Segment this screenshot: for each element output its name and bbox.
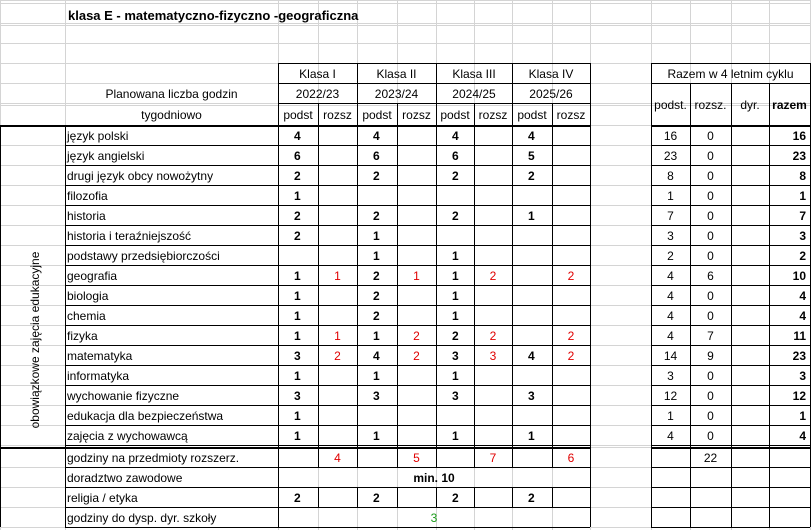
hours-podst: 4 <box>294 129 301 143</box>
hours-podst: 2 <box>373 209 380 223</box>
hours-podst: 1 <box>294 409 301 423</box>
total-razem: 3 <box>799 229 806 243</box>
hours-podst: 1 <box>373 429 380 443</box>
total-cell: 0 <box>707 369 714 383</box>
hours-podst: 1 <box>294 309 301 323</box>
hours-podst: 2 <box>452 209 459 223</box>
total-razem-header: razem <box>772 98 807 112</box>
hours-podst: 2 <box>294 169 301 183</box>
hours-podst: 4 <box>373 129 380 143</box>
border-line <box>690 447 691 527</box>
subject-name: biologia <box>67 289 109 303</box>
total-razem: 23 <box>792 149 806 163</box>
hours-podst: 4 <box>452 129 459 143</box>
hours-podst: 4 <box>528 349 535 363</box>
total-cell: 0 <box>707 389 714 403</box>
total-razem: 4 <box>799 429 806 443</box>
hours-podst: 6 <box>294 149 301 163</box>
subject-name: historia i teraźniejszość <box>67 229 192 243</box>
subject-name: język polski <box>67 129 129 143</box>
border-line <box>512 487 513 507</box>
hours-podst: 1 <box>294 269 301 283</box>
total-cell: 0 <box>707 129 714 143</box>
hours-podst: 4 <box>373 349 380 363</box>
subject-name: matematyka <box>67 349 133 363</box>
subject-name: zajęcia z wychowawcą <box>67 429 188 443</box>
hours-podst: 2 <box>373 269 380 283</box>
subject-name: historia <box>67 209 106 223</box>
class-header-1: Klasa I <box>299 67 336 81</box>
border-line <box>651 63 810 64</box>
hours-podst: 2 <box>528 169 535 183</box>
hours-rozsz: 6 <box>567 451 575 465</box>
total-podst-header: podst. <box>654 98 687 112</box>
class-years-4: 2025/26 <box>529 87 573 101</box>
sub-header-rozsz: rozsz <box>556 108 586 122</box>
border-line <box>651 205 810 206</box>
hours-rozsz: 1 <box>413 269 420 283</box>
border-line <box>278 487 279 507</box>
total-razem: 1 <box>799 189 806 203</box>
sub-header-podst: podst <box>362 108 392 122</box>
hours-rozsz: 1 <box>334 269 341 283</box>
border-line <box>651 185 810 186</box>
extra-row-name: religia / etyka <box>67 491 138 505</box>
border-line <box>357 447 358 467</box>
hours-podst: 2 <box>294 229 301 243</box>
total-cell: 23 <box>663 149 678 163</box>
border-line <box>651 265 810 266</box>
hours-rozsz: 1 <box>334 329 341 343</box>
hours-podst: 1 <box>294 329 301 343</box>
hours-podst: 2 <box>452 169 459 183</box>
hours-podst: 3 <box>294 349 301 363</box>
hours-podst: 1 <box>452 309 459 323</box>
total-cell: 9 <box>707 349 714 363</box>
hours-rozsz: 2 <box>334 349 341 363</box>
total-cell: 7 <box>667 209 674 223</box>
subject-name: fizyka <box>67 329 98 343</box>
total-cell: 0 <box>707 209 714 223</box>
hours-rozsz: 2 <box>489 269 497 283</box>
subject-name: wychowanie fizyczne <box>67 389 180 403</box>
border-line <box>65 185 590 186</box>
border-line <box>65 325 590 326</box>
total-razem: 7 <box>799 209 806 223</box>
grid-line <box>0 23 811 24</box>
border-line <box>278 83 590 84</box>
border-line <box>590 467 591 487</box>
hours-podst: 2 <box>373 309 380 323</box>
border-line <box>0 125 1 527</box>
total-razem: 23 <box>792 349 806 363</box>
grid-line <box>0 0 811 1</box>
hours-podst: 2 <box>373 491 380 505</box>
hours-podst: 6 <box>373 149 380 163</box>
hours-podst: 1 <box>452 369 459 383</box>
extra-row-name: godziny do dysp. dyr. szkoły <box>67 511 217 525</box>
planned-hours-label: Planowana liczba godzin <box>105 87 238 101</box>
total-cell: 0 <box>707 229 714 243</box>
hours-rozsz: 5 <box>413 451 420 465</box>
border-line <box>512 447 513 467</box>
total-razem: 8 <box>799 169 806 183</box>
hours-podst: 6 <box>452 149 459 163</box>
border-line <box>651 385 810 386</box>
sub-header-rozsz: rozsz <box>478 108 508 122</box>
hours-rozsz: 2 <box>413 349 420 363</box>
border-line <box>651 325 810 326</box>
subject-name: drugi język obcy nowożytny <box>67 169 214 183</box>
hours-podst: 1 <box>294 289 301 303</box>
border-line <box>651 527 810 528</box>
total-cell: 22 <box>703 451 718 465</box>
total-cell: 4 <box>667 429 674 443</box>
border-line <box>474 487 475 507</box>
border-line <box>65 385 590 386</box>
border-line <box>65 507 590 508</box>
border-line <box>65 365 590 366</box>
subject-name: chemia <box>67 309 106 323</box>
border-line <box>65 425 590 426</box>
planned-hours-label-2: tygodniowo <box>141 108 202 122</box>
border-line <box>651 165 810 166</box>
hours-podst: 1 <box>373 369 380 383</box>
side-label: obowiązkowe zajęcia edukacyjne <box>28 251 42 429</box>
border-line <box>651 285 810 286</box>
border-line <box>651 445 810 446</box>
border-line <box>318 487 319 507</box>
hours-rozsz: 2 <box>413 329 420 343</box>
border-line <box>65 225 590 226</box>
total-rozsz-header: rozsz. <box>694 98 727 112</box>
total-razem: 3 <box>799 369 806 383</box>
hours-rozsz: 4 <box>334 451 341 465</box>
hours-podst: 1 <box>373 329 380 343</box>
extra-row-name: doradztwo zawodowe <box>67 471 183 485</box>
hours-rozsz: 2 <box>489 329 497 343</box>
hours-podst: 1 <box>294 429 301 443</box>
border-line <box>651 425 810 426</box>
total-cell: 1 <box>667 189 674 203</box>
border-line <box>278 103 590 104</box>
total-cell: 4 <box>667 329 674 343</box>
hours-podst: 3 <box>528 389 535 403</box>
hours-podst: 1 <box>528 209 535 223</box>
border-line <box>65 467 590 468</box>
border-line <box>65 145 590 146</box>
border-line <box>0 447 590 449</box>
hours-rozsz: 3 <box>489 349 497 363</box>
total-cell: 0 <box>707 249 714 263</box>
hours-podst: 5 <box>528 149 535 163</box>
total-cell: 0 <box>707 429 714 443</box>
total-cell: 0 <box>707 289 714 303</box>
total-cell: 16 <box>663 129 678 143</box>
grid-line <box>0 3 811 4</box>
director-hours: 3 <box>430 511 438 525</box>
total-cell: 3 <box>667 229 674 243</box>
border-line <box>65 527 590 528</box>
grid-line <box>0 25 811 26</box>
sub-header-podst: podst <box>283 108 313 122</box>
total-cycle-title: Razem w 4 letnim cyklu <box>667 67 794 81</box>
total-cell: 4 <box>667 309 674 323</box>
border-line <box>65 205 590 206</box>
class-header-3: Klasa III <box>452 67 496 81</box>
class-header-2: Klasa II <box>376 67 417 81</box>
border-line <box>651 305 810 306</box>
sheet-title: klasa E - matematyczno-fizyczno -geograficzna <box>68 8 359 23</box>
border-line <box>0 125 590 127</box>
extra-row-name: godziny na przedmioty rozszerz. <box>67 451 240 465</box>
sub-header-podst: podst <box>517 108 547 122</box>
hours-podst: 1 <box>452 289 459 303</box>
border-line <box>0 447 65 448</box>
total-razem: 4 <box>799 289 806 303</box>
class-years-3: 2024/25 <box>452 87 496 101</box>
total-cell: 2 <box>667 249 674 263</box>
sub-header-rozsz: rozsz <box>323 108 352 122</box>
total-razem: 11 <box>793 329 806 343</box>
hours-podst: 2 <box>452 491 459 505</box>
grid-line <box>0 43 811 44</box>
total-cell: 0 <box>707 149 714 163</box>
hours-podst: 3 <box>452 389 459 403</box>
total-cell: 4 <box>667 289 674 303</box>
hours-podst: 2 <box>373 289 380 303</box>
total-cell: 0 <box>707 169 714 183</box>
border-line <box>590 63 591 447</box>
total-razem: 1 <box>799 409 806 423</box>
hours-podst: 1 <box>452 249 459 263</box>
hours-podst: 1 <box>528 429 535 443</box>
sub-header-rozsz: rozsz <box>402 108 431 122</box>
hours-podst: 2 <box>452 329 459 343</box>
subject-name: informatyka <box>67 369 130 383</box>
total-cell: 4 <box>667 269 674 283</box>
total-cell: 0 <box>707 409 714 423</box>
total-cell: 3 <box>667 369 674 383</box>
border-line <box>357 487 358 507</box>
border-line <box>397 487 398 507</box>
total-razem: 16 <box>792 129 806 143</box>
subject-name: podstawy przedsiębiorczości <box>67 249 220 263</box>
border-line <box>65 345 590 346</box>
hours-podst: 1 <box>373 249 380 263</box>
border-line <box>65 445 590 446</box>
border-line <box>552 487 553 507</box>
border-line <box>651 145 810 146</box>
border-line <box>278 507 279 527</box>
hours-podst: 3 <box>294 389 301 403</box>
border-line <box>731 447 732 527</box>
subject-name: język angielski <box>67 149 145 163</box>
hours-podst: 1 <box>294 189 301 203</box>
border-line <box>651 225 810 226</box>
hours-podst: 2 <box>528 491 535 505</box>
subject-name: edukacja dla bezpieczeństwa <box>67 409 224 423</box>
border-line <box>65 165 590 166</box>
hours-rozsz: 2 <box>567 269 575 283</box>
border-line <box>278 447 279 467</box>
total-cell: 14 <box>663 349 678 363</box>
border-line <box>651 365 810 366</box>
hours-podst: 1 <box>373 229 380 243</box>
class-years-1: 2022/23 <box>295 87 340 101</box>
total-cell: 1 <box>667 409 674 423</box>
border-line <box>278 467 279 487</box>
sub-header-podst: podst <box>440 108 470 122</box>
class-years-2: 2023/24 <box>374 87 419 101</box>
border-line <box>278 63 590 64</box>
border-line <box>65 405 590 406</box>
total-cell: 0 <box>707 189 714 203</box>
border-line <box>65 285 590 286</box>
border-line <box>65 265 590 266</box>
border-line <box>651 405 810 406</box>
career-advice-hours: min. 10 <box>413 471 455 485</box>
total-dyr-header: dyr. <box>740 98 760 112</box>
border-line <box>65 305 590 306</box>
hours-rozsz: 2 <box>567 349 575 363</box>
hours-podst: 1 <box>294 369 301 383</box>
border-line <box>651 245 810 246</box>
total-cell: 12 <box>663 389 678 403</box>
hours-podst: 4 <box>528 129 535 143</box>
total-cell: 7 <box>707 329 714 343</box>
hours-podst: 2 <box>294 209 301 223</box>
total-cell: 6 <box>707 269 714 283</box>
border-line <box>590 507 591 527</box>
border-line <box>436 487 437 507</box>
border-line <box>436 447 437 467</box>
border-line <box>65 245 590 246</box>
class-header-4: Klasa IV <box>528 67 574 81</box>
hours-rozsz: 2 <box>567 329 575 343</box>
hours-podst: 2 <box>373 169 380 183</box>
total-cell: 0 <box>707 309 714 323</box>
hours-podst: 3 <box>452 349 459 363</box>
total-razem: 12 <box>792 389 806 403</box>
hours-podst: 1 <box>452 269 459 283</box>
hours-podst: 1 <box>452 429 459 443</box>
hours-podst: 2 <box>294 491 301 505</box>
border-line <box>769 447 770 527</box>
total-razem: 4 <box>799 309 806 323</box>
border-line <box>590 447 591 467</box>
border-line <box>651 345 810 346</box>
hours-podst: 3 <box>373 389 380 403</box>
subject-name: filozofia <box>67 189 108 203</box>
subject-name: geografia <box>67 269 118 283</box>
total-razem: 2 <box>799 249 806 263</box>
border-line <box>590 487 591 507</box>
total-razem: 10 <box>792 269 806 283</box>
total-cell: 8 <box>667 169 674 183</box>
hours-rozsz: 7 <box>489 451 497 465</box>
